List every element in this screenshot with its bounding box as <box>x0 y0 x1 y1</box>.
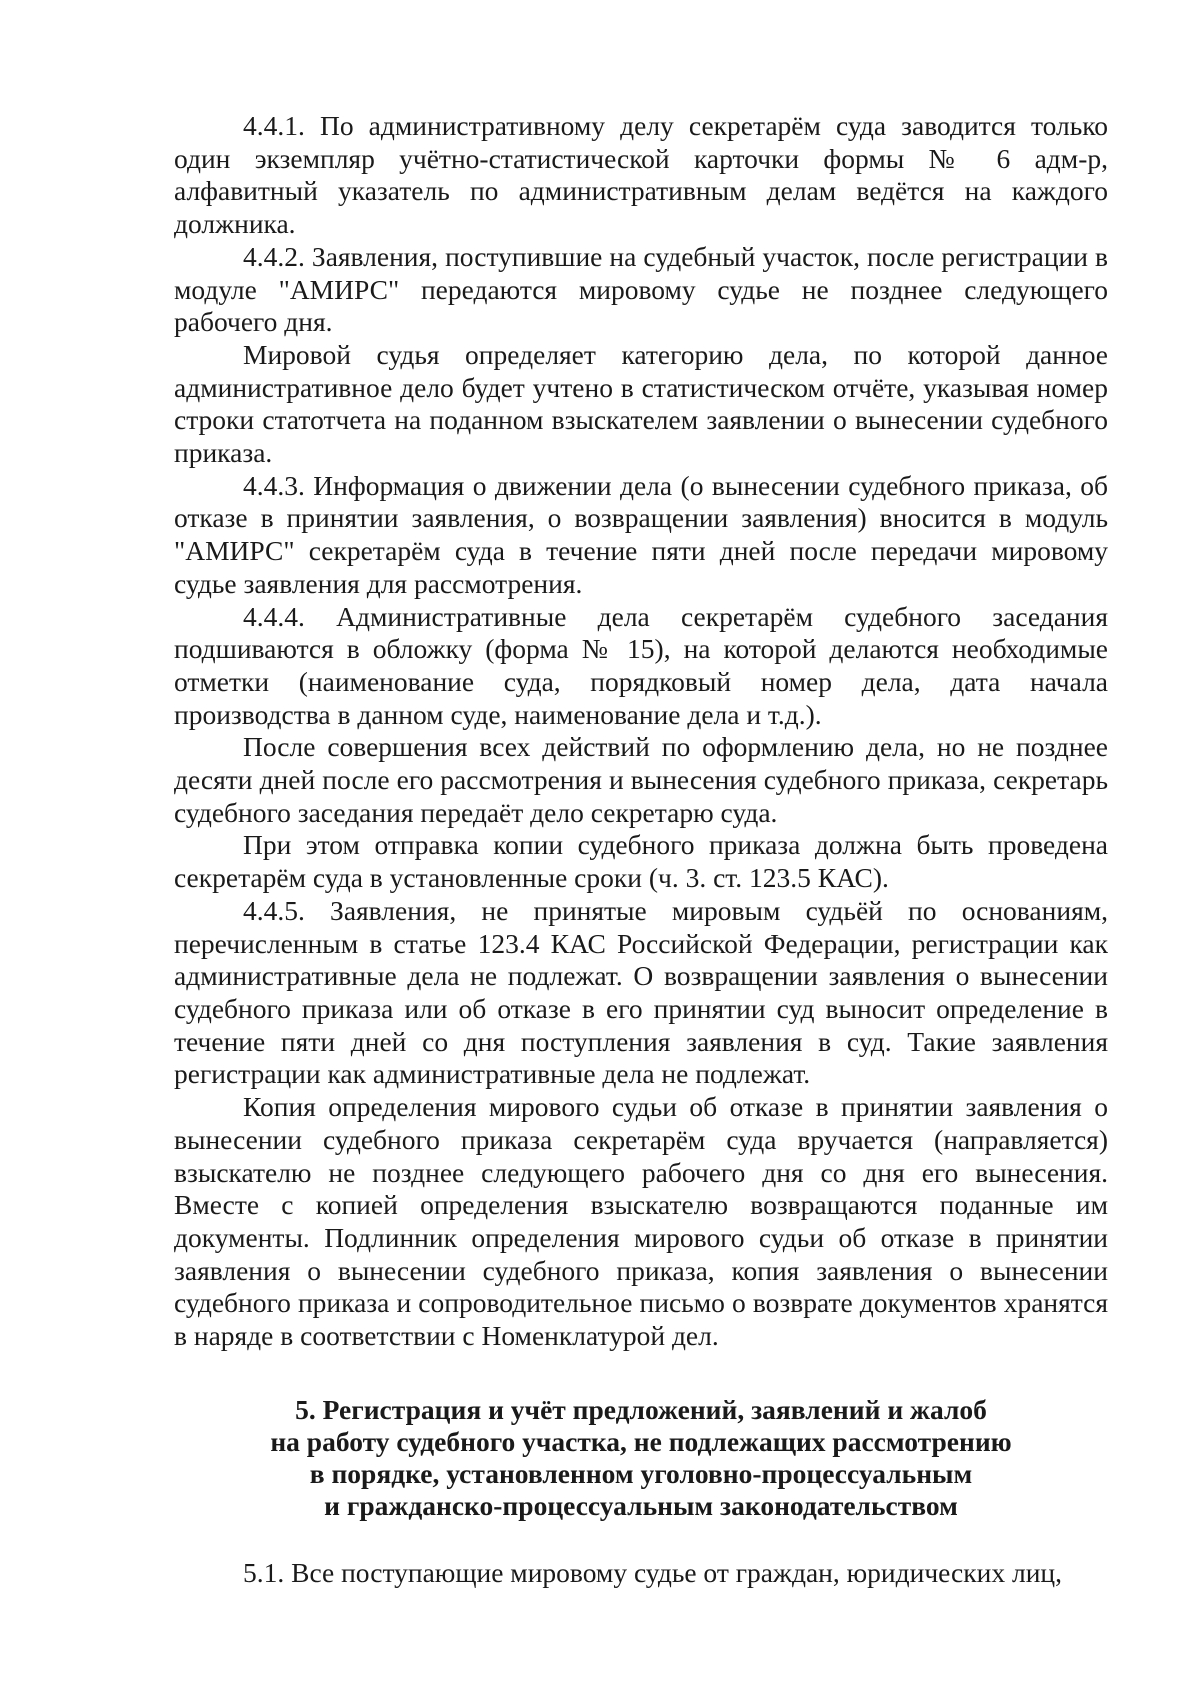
paragraph-refusal-copy: Копия определения мирового судьи об отказе в принятии заявления о вынесении судебного приказа секретарём суда вручается (направляется) взыскателю не позднее следующего рабочего дня со дня его вынесения. Вместе с копией определения взыскателю возвращаются поданные им документы. Подлинник определения мирового судьи об отказе в принятии заявления о вынесении судебного приказа, копия заявления о вынесении судебного приказа и сопроводительное письмо о возврате документов хранятся в наряде в соответствии с Номенклатурой дел. <box>174 1091 1108 1352</box>
section-heading-line: и гражданско-процессуальным законодательством <box>324 1489 958 1521</box>
document-page <box>174 110 1108 1589</box>
section-5-heading <box>174 1394 1108 1522</box>
paragraph-judge-category: Мировой судья определяет категорию дела, по которой данное административное дело будет учтено в статистическом отчёте, указывая номер строки статотчета на поданном взыскателем заявлении о вынесении судебного приказа. <box>174 338 1108 469</box>
section-heading-line: в порядке, установленном уголовно-процессуальным <box>309 1457 973 1489</box>
paragraph-4-4-5: 4.4.5. Заявления, не принятые мировым судьёй по основаниям, перечисленным в статье 123.4 КАС Российской Федерации, регистрации как административные дела не подлежат. О возвращении заявления о вынесении судебного приказа или об отказе в его принятии суд выносит определение в течение пяти дней со дня поступления заявления в суд. Такие заявления регистрации как административные дела не подлежат. <box>174 894 1108 1090</box>
paragraph-4-4-1: 4.4.1. По административному делу секретарём суда заводится только один экземпляр учётно-статистической карточки формы № 6 адм-р, алфавитный указатель по административным делам ведётся на каждого должника. <box>174 110 1108 240</box>
paragraph-5-1: 5.1. Все поступающие мировому судье от граждан, юридических лиц, <box>243 1556 1062 1588</box>
section-heading-line: на работу судебного участка, не подлежащих рассмотрению <box>270 1425 1012 1457</box>
section-heading-line: 5. Регистрация и учёт предложений, заявлений и жалоб <box>295 1393 987 1425</box>
paragraph-4-4-3: 4.4.3. Информация о движении дела (о вынесении судебного приказа, об отказе в принятии заявления, о возвращении заявления) вносится в модуль "АМИРС" секретарём суда в течение пяти дней после передачи мировому судье заявления для рассмотрения. <box>174 469 1108 599</box>
paragraph-4-4-2: 4.4.2. Заявления, поступившие на судебный участок, после регистрации в модуле "АМИРС" передаются мировому судье не позднее следующего рабочего дня. <box>174 240 1108 338</box>
paragraph-4-4-4: 4.4.4. Административные дела секретарём судебного заседания подшиваются в обложку (форма № 15), на которой делаются необходимые отметки (наименование суда, порядковый номер дела, дата начала производства в данном суде, наименование дела и т.д.). <box>174 600 1108 730</box>
paragraph-case-transfer: После совершения всех действий по оформлению дела, но не позднее десяти дней после его рассмотрения и вынесения судебного приказа, секретарь судебного заседания передаёт дело секретарю суда. <box>174 731 1108 828</box>
paragraph-copy-sending: При этом отправка копии судебного приказа должна быть проведена секретарём суда в установленные сроки (ч. 3. ст. 123.5 КАС). <box>174 829 1108 894</box>
